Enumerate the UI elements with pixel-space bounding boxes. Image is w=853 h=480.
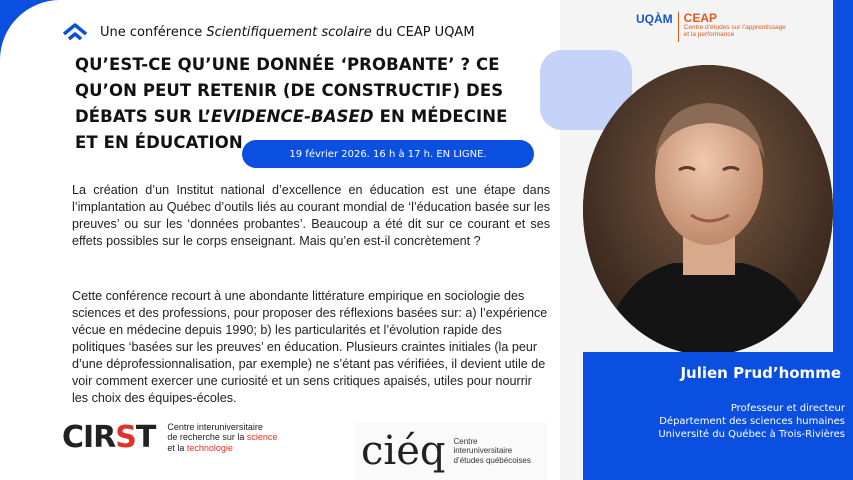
conference-title: QU’EST-CE QU’UNE DONNÉE ‘PROBANTE’ ? CE QU’ON PEUT RETENIR (DE CONSTRUCTIF) DES DÉBATS SUR L’EVIDENCE-BASED EN MÉDECINE ET EN ÉDUCATION	[75, 55, 508, 152]
speaker-portrait-illustration	[583, 65, 833, 355]
cirst-logo	[62, 420, 277, 455]
speaker-info-panel	[583, 352, 853, 480]
ceap-chevron-icon	[62, 22, 88, 42]
uqam-wordmark: UQÀM	[636, 12, 673, 26]
speaker-university: Université du Québec à Trois-Rivières	[658, 429, 845, 440]
logo-divider	[678, 12, 679, 42]
conference-series-line	[62, 22, 475, 42]
speaker-department: Département des sciences humaines	[659, 416, 845, 427]
uqam-ceap-logo	[636, 12, 786, 42]
ceap-block: CEAP Centre d’études sur l’apprentissage et la performance	[683, 11, 786, 38]
speaker-role: Professeur et directeur	[730, 403, 845, 414]
description-paragraph-2: Cette conférence recourt à une abondante littérature empirique en sociologie des sciences et des professions, pour proposer des réflexions basées sur: a) l’expérience vécue en médecine depuis 1990; b) les particularités et l’évolution rapide des politiques ‘basées sur les preuves’ en éducation. Plusieurs craintes initiales (la peur d’une déprofessionnalisation, par exemple) ne s’étant pas vérifiées, il devient utile de voir comment exercer une curiosité et un sens critiques apaisés, utiles pour nourrir les choix des équipes-écoles.	[72, 289, 548, 405]
cieq-wordmark: ciéq	[361, 428, 446, 474]
cieq-logo	[355, 422, 547, 480]
event-date-badge: 19 février 2026. 16 h à 17 h. EN LIGNE.	[242, 140, 534, 168]
speaker-name: Julien Prud’homme	[680, 364, 841, 382]
cirst-description: Centre interuniversitaire de recherche sur la science et la technologie	[167, 421, 278, 453]
description-paragraph-1: La création d’un Institut national d’excellence en éducation est une étape dans l’implantation au Québec d’outils liés au courant mondial de ‘l’éducation basée sur les preuves’ ou sur les ‘données probantes’. Beaucoup a été dit sur ce courant et ses effets possibles sur le corps enseignant. Mais qu’en est-il concrètement ?	[72, 183, 550, 248]
cieq-description: Centre interuniversitaire d’études québécoises	[453, 436, 531, 465]
ceap-wordmark: CEAP	[683, 11, 718, 25]
conference-series-text: Une conférence Scientifiquement scolaire du CEAP UQAM	[100, 24, 475, 40]
speaker-affiliation	[658, 402, 845, 441]
speaker-photo	[583, 65, 833, 355]
cirst-wordmark: CIRST	[62, 420, 156, 455]
